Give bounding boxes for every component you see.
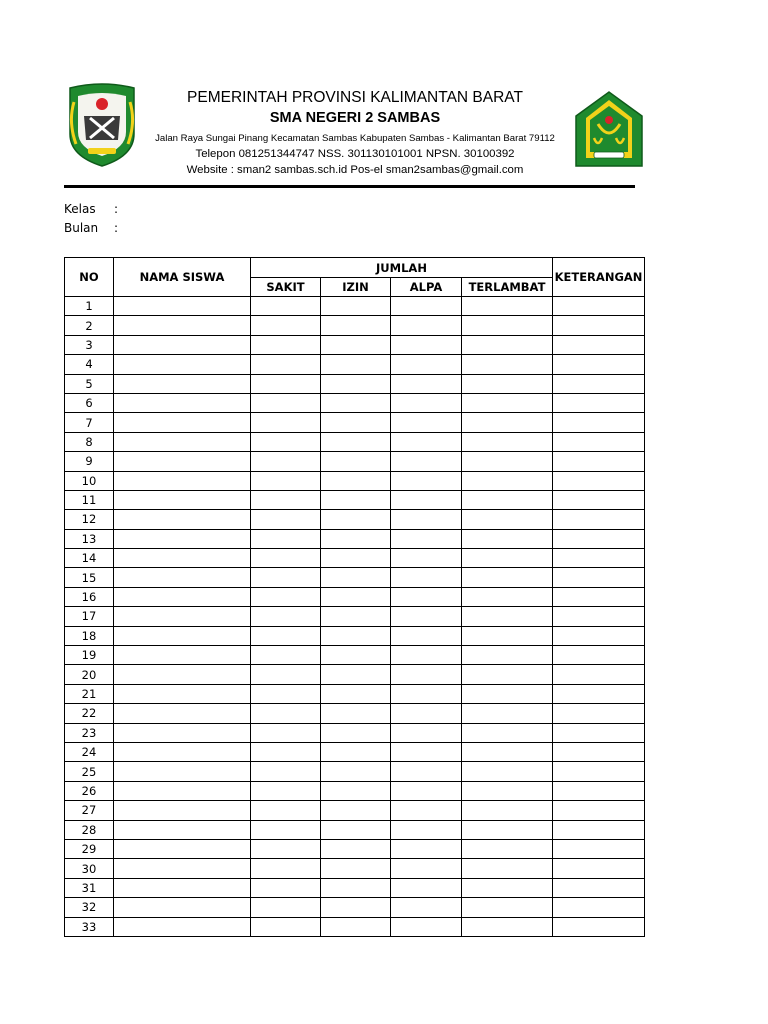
sakit-cell[interactable] bbox=[251, 820, 321, 839]
alpa-cell[interactable] bbox=[391, 742, 462, 761]
row-no-cell: 29 bbox=[65, 839, 114, 858]
terlambat-cell[interactable] bbox=[462, 781, 553, 800]
sakit-cell[interactable] bbox=[251, 704, 321, 723]
keterangan-cell[interactable] bbox=[553, 898, 645, 917]
terlambat-cell[interactable] bbox=[462, 801, 553, 820]
sakit-cell[interactable] bbox=[251, 723, 321, 742]
sakit-cell[interactable] bbox=[251, 801, 321, 820]
sakit-cell[interactable] bbox=[251, 529, 321, 548]
row-no-cell: 23 bbox=[65, 723, 114, 742]
table-row bbox=[65, 587, 645, 606]
sakit-cell[interactable] bbox=[251, 781, 321, 800]
table-row bbox=[65, 413, 645, 432]
row-no-cell: 19 bbox=[65, 646, 114, 665]
keterangan-cell[interactable] bbox=[553, 704, 645, 723]
table-row bbox=[65, 335, 645, 354]
keterangan-cell[interactable] bbox=[553, 297, 645, 316]
izin-cell[interactable] bbox=[321, 665, 391, 684]
nama-siswa-cell[interactable] bbox=[114, 529, 251, 548]
keterangan-cell[interactable] bbox=[553, 723, 645, 742]
sakit-cell[interactable] bbox=[251, 393, 321, 412]
alpa-cell[interactable] bbox=[391, 898, 462, 917]
row-no-cell: 14 bbox=[65, 549, 114, 568]
table-row bbox=[65, 762, 645, 781]
sakit-cell[interactable] bbox=[251, 452, 321, 471]
table-row bbox=[65, 510, 645, 529]
alpa-cell[interactable] bbox=[391, 452, 462, 471]
table-row bbox=[65, 490, 645, 509]
row-no-cell: 32 bbox=[65, 898, 114, 917]
keterangan-cell[interactable] bbox=[553, 587, 645, 606]
nama-siswa-cell[interactable] bbox=[114, 646, 251, 665]
izin-cell[interactable] bbox=[321, 820, 391, 839]
alpa-cell[interactable] bbox=[391, 568, 462, 587]
alpa-cell[interactable] bbox=[391, 510, 462, 529]
table-row bbox=[65, 452, 645, 471]
alpa-cell[interactable] bbox=[391, 820, 462, 839]
alpa-cell[interactable] bbox=[391, 529, 462, 548]
table-row bbox=[65, 374, 645, 393]
izin-cell[interactable] bbox=[321, 529, 391, 548]
header-no: NO bbox=[65, 258, 114, 297]
header-sakit: SAKIT bbox=[251, 278, 321, 297]
keterangan-cell[interactable] bbox=[553, 490, 645, 509]
table-row bbox=[65, 355, 645, 374]
nama-siswa-cell[interactable] bbox=[114, 568, 251, 587]
izin-cell[interactable] bbox=[321, 587, 391, 606]
terlambat-cell[interactable] bbox=[462, 490, 553, 509]
row-no-cell: 24 bbox=[65, 742, 114, 761]
izin-cell[interactable] bbox=[321, 917, 391, 936]
terlambat-cell[interactable] bbox=[462, 529, 553, 548]
keterangan-cell[interactable] bbox=[553, 393, 645, 412]
attendance-rows bbox=[65, 297, 645, 937]
alpa-cell[interactable] bbox=[391, 704, 462, 723]
izin-cell[interactable] bbox=[321, 413, 391, 432]
izin-cell[interactable] bbox=[321, 762, 391, 781]
row-no-cell: 21 bbox=[65, 684, 114, 703]
row-no-cell: 27 bbox=[65, 801, 114, 820]
nama-siswa-cell[interactable] bbox=[114, 762, 251, 781]
table-row bbox=[65, 723, 645, 742]
sakit-cell[interactable] bbox=[251, 646, 321, 665]
keterangan-cell[interactable] bbox=[553, 316, 645, 335]
table-row bbox=[65, 665, 645, 684]
row-no-cell: 22 bbox=[65, 704, 114, 723]
sakit-cell[interactable] bbox=[251, 355, 321, 374]
row-no-cell: 33 bbox=[65, 917, 114, 936]
kelas-colon: : bbox=[114, 202, 119, 216]
row-no-cell: 16 bbox=[65, 587, 114, 606]
nama-siswa-cell[interactable] bbox=[114, 723, 251, 742]
row-no-cell: 8 bbox=[65, 432, 114, 451]
nama-siswa-cell[interactable] bbox=[114, 297, 251, 316]
terlambat-cell[interactable] bbox=[462, 549, 553, 568]
sakit-cell[interactable] bbox=[251, 471, 321, 490]
alpa-cell[interactable] bbox=[391, 762, 462, 781]
header-divider bbox=[64, 185, 635, 188]
terlambat-cell[interactable] bbox=[462, 355, 553, 374]
table-row bbox=[65, 646, 645, 665]
sakit-cell[interactable] bbox=[251, 607, 321, 626]
bulan-label: Bulan bbox=[64, 221, 99, 235]
alpa-cell[interactable] bbox=[391, 297, 462, 316]
keterangan-cell[interactable] bbox=[553, 859, 645, 878]
table-row bbox=[65, 704, 645, 723]
terlambat-cell[interactable] bbox=[462, 723, 553, 742]
terlambat-cell[interactable] bbox=[462, 839, 553, 858]
table-row bbox=[65, 549, 645, 568]
school-phone: Telepon 081251344747 NSS. 301130101001 NPSN. 30100392 bbox=[195, 148, 515, 160]
sakit-cell[interactable] bbox=[251, 316, 321, 335]
terlambat-cell[interactable] bbox=[462, 297, 553, 316]
keterangan-cell[interactable] bbox=[553, 626, 645, 645]
alpa-cell[interactable] bbox=[391, 471, 462, 490]
keterangan-cell[interactable] bbox=[553, 568, 645, 587]
keterangan-cell[interactable] bbox=[553, 839, 645, 858]
terlambat-cell[interactable] bbox=[462, 898, 553, 917]
izin-cell[interactable] bbox=[321, 859, 391, 878]
table-row bbox=[65, 820, 645, 839]
izin-cell[interactable] bbox=[321, 393, 391, 412]
alpa-cell[interactable] bbox=[391, 878, 462, 897]
alpa-cell[interactable] bbox=[391, 781, 462, 800]
row-no-cell: 15 bbox=[65, 568, 114, 587]
izin-cell[interactable] bbox=[321, 297, 391, 316]
row-no-cell: 7 bbox=[65, 413, 114, 432]
nama-siswa-cell[interactable] bbox=[114, 898, 251, 917]
sakit-cell[interactable] bbox=[251, 898, 321, 917]
alpa-cell[interactable] bbox=[391, 393, 462, 412]
keterangan-cell[interactable] bbox=[553, 413, 645, 432]
alpa-cell[interactable] bbox=[391, 355, 462, 374]
header-nama-siswa: NAMA SISWA bbox=[114, 258, 251, 297]
sakit-cell[interactable] bbox=[251, 917, 321, 936]
izin-cell[interactable] bbox=[321, 801, 391, 820]
keterangan-cell[interactable] bbox=[553, 684, 645, 703]
alpa-cell[interactable] bbox=[391, 917, 462, 936]
table-row bbox=[65, 529, 645, 548]
sakit-cell[interactable] bbox=[251, 568, 321, 587]
row-no-cell: 18 bbox=[65, 626, 114, 645]
alpa-cell[interactable] bbox=[391, 859, 462, 878]
izin-cell[interactable] bbox=[321, 316, 391, 335]
izin-cell[interactable] bbox=[321, 432, 391, 451]
nama-siswa-cell[interactable] bbox=[114, 859, 251, 878]
terlambat-cell[interactable] bbox=[462, 471, 553, 490]
sakit-cell[interactable] bbox=[251, 374, 321, 393]
bulan-colon: : bbox=[114, 221, 119, 235]
izin-cell[interactable] bbox=[321, 355, 391, 374]
alpa-cell[interactable] bbox=[391, 626, 462, 645]
row-no-cell: 17 bbox=[65, 607, 114, 626]
nama-siswa-cell[interactable] bbox=[114, 452, 251, 471]
izin-cell[interactable] bbox=[321, 452, 391, 471]
table-row bbox=[65, 898, 645, 917]
alpa-cell[interactable] bbox=[391, 374, 462, 393]
row-no-cell: 30 bbox=[65, 859, 114, 878]
keterangan-cell[interactable] bbox=[553, 781, 645, 800]
terlambat-cell[interactable] bbox=[462, 626, 553, 645]
alpa-cell[interactable] bbox=[391, 335, 462, 354]
nama-siswa-cell[interactable] bbox=[114, 316, 251, 335]
nama-siswa-cell[interactable] bbox=[114, 490, 251, 509]
row-no-cell: 5 bbox=[65, 374, 114, 393]
sakit-cell[interactable] bbox=[251, 510, 321, 529]
sakit-cell[interactable] bbox=[251, 665, 321, 684]
sakit-cell[interactable] bbox=[251, 297, 321, 316]
terlambat-cell[interactable] bbox=[462, 607, 553, 626]
kelas-label: Kelas bbox=[64, 202, 96, 216]
sakit-cell[interactable] bbox=[251, 878, 321, 897]
keterangan-cell[interactable] bbox=[553, 917, 645, 936]
table-row bbox=[65, 859, 645, 878]
izin-cell[interactable] bbox=[321, 626, 391, 645]
row-no-cell: 10 bbox=[65, 471, 114, 490]
alpa-cell[interactable] bbox=[391, 413, 462, 432]
nama-siswa-cell[interactable] bbox=[114, 607, 251, 626]
alpa-cell[interactable] bbox=[391, 665, 462, 684]
school-address: Jalan Raya Sungai Pinang Kecamatan Sambas Kabupaten Sambas - Kalimantan Barat 79112 bbox=[155, 133, 555, 144]
terlambat-cell[interactable] bbox=[462, 335, 553, 354]
keterangan-cell[interactable] bbox=[553, 549, 645, 568]
header-terlambat: TERLAMBAT bbox=[462, 278, 553, 297]
izin-cell[interactable] bbox=[321, 839, 391, 858]
izin-cell[interactable] bbox=[321, 490, 391, 509]
table-row bbox=[65, 432, 645, 451]
izin-cell[interactable] bbox=[321, 510, 391, 529]
alpa-cell[interactable] bbox=[391, 646, 462, 665]
row-no-cell: 1 bbox=[65, 297, 114, 316]
nama-siswa-cell[interactable] bbox=[114, 626, 251, 645]
sakit-cell[interactable] bbox=[251, 762, 321, 781]
keterangan-cell[interactable] bbox=[553, 646, 645, 665]
nama-siswa-cell[interactable] bbox=[114, 471, 251, 490]
keterangan-cell[interactable] bbox=[553, 510, 645, 529]
izin-cell[interactable] bbox=[321, 704, 391, 723]
terlambat-cell[interactable] bbox=[462, 917, 553, 936]
row-no-cell: 25 bbox=[65, 762, 114, 781]
table-row bbox=[65, 607, 645, 626]
row-no-cell: 9 bbox=[65, 452, 114, 471]
alpa-cell[interactable] bbox=[391, 684, 462, 703]
table-row bbox=[65, 839, 645, 858]
keterangan-cell[interactable] bbox=[553, 607, 645, 626]
row-no-cell: 20 bbox=[65, 665, 114, 684]
table-row bbox=[65, 684, 645, 703]
izin-cell[interactable] bbox=[321, 568, 391, 587]
table-row bbox=[65, 568, 645, 587]
terlambat-cell[interactable] bbox=[462, 820, 553, 839]
izin-cell[interactable] bbox=[321, 646, 391, 665]
sakit-cell[interactable] bbox=[251, 587, 321, 606]
sakit-cell[interactable] bbox=[251, 684, 321, 703]
alpa-cell[interactable] bbox=[391, 607, 462, 626]
terlambat-cell[interactable] bbox=[462, 413, 553, 432]
keterangan-cell[interactable] bbox=[553, 529, 645, 548]
terlambat-cell[interactable] bbox=[462, 316, 553, 335]
nama-siswa-cell[interactable] bbox=[114, 510, 251, 529]
izin-cell[interactable] bbox=[321, 742, 391, 761]
nama-siswa-cell[interactable] bbox=[114, 549, 251, 568]
terlambat-cell[interactable] bbox=[462, 393, 553, 412]
terlambat-cell[interactable] bbox=[462, 684, 553, 703]
nama-siswa-cell[interactable] bbox=[114, 393, 251, 412]
keterangan-cell[interactable] bbox=[553, 335, 645, 354]
row-no-cell: 6 bbox=[65, 393, 114, 412]
alpa-cell[interactable] bbox=[391, 316, 462, 335]
header-keterangan: KETERANGAN bbox=[553, 258, 645, 297]
row-no-cell: 31 bbox=[65, 878, 114, 897]
nama-siswa-cell[interactable] bbox=[114, 432, 251, 451]
row-no-cell: 28 bbox=[65, 820, 114, 839]
keterangan-cell[interactable] bbox=[553, 452, 645, 471]
nama-siswa-cell[interactable] bbox=[114, 917, 251, 936]
nama-siswa-cell[interactable] bbox=[114, 684, 251, 703]
terlambat-cell[interactable] bbox=[462, 374, 553, 393]
table-row bbox=[65, 471, 645, 490]
izin-cell[interactable] bbox=[321, 549, 391, 568]
table-row bbox=[65, 316, 645, 335]
alpa-cell[interactable] bbox=[391, 801, 462, 820]
table-row bbox=[65, 878, 645, 897]
nama-siswa-cell[interactable] bbox=[114, 704, 251, 723]
table-row bbox=[65, 917, 645, 936]
terlambat-cell[interactable] bbox=[462, 587, 553, 606]
sakit-cell[interactable] bbox=[251, 335, 321, 354]
terlambat-cell[interactable] bbox=[462, 665, 553, 684]
table-row bbox=[65, 297, 645, 316]
table-row bbox=[65, 393, 645, 412]
row-no-cell: 26 bbox=[65, 781, 114, 800]
keterangan-cell[interactable] bbox=[553, 471, 645, 490]
nama-siswa-cell[interactable] bbox=[114, 820, 251, 839]
alpa-cell[interactable] bbox=[391, 432, 462, 451]
izin-cell[interactable] bbox=[321, 471, 391, 490]
alpa-cell[interactable] bbox=[391, 549, 462, 568]
nama-siswa-cell[interactable] bbox=[114, 839, 251, 858]
terlambat-cell[interactable] bbox=[462, 510, 553, 529]
terlambat-cell[interactable] bbox=[462, 646, 553, 665]
table-row bbox=[65, 626, 645, 645]
izin-cell[interactable] bbox=[321, 684, 391, 703]
sakit-cell[interactable] bbox=[251, 413, 321, 432]
terlambat-cell[interactable] bbox=[462, 742, 553, 761]
terlambat-cell[interactable] bbox=[462, 704, 553, 723]
alpa-cell[interactable] bbox=[391, 839, 462, 858]
terlambat-cell[interactable] bbox=[462, 762, 553, 781]
header-jumlah: JUMLAH bbox=[251, 258, 553, 278]
nama-siswa-cell[interactable] bbox=[114, 374, 251, 393]
nama-siswa-cell[interactable] bbox=[114, 781, 251, 800]
row-no-cell: 12 bbox=[65, 510, 114, 529]
keterangan-cell[interactable] bbox=[553, 801, 645, 820]
sakit-cell[interactable] bbox=[251, 626, 321, 645]
sakit-cell[interactable] bbox=[251, 839, 321, 858]
table-row bbox=[65, 781, 645, 800]
keterangan-cell[interactable] bbox=[553, 355, 645, 374]
sakit-cell[interactable] bbox=[251, 549, 321, 568]
terlambat-cell[interactable] bbox=[462, 432, 553, 451]
province-emblem-logo bbox=[66, 82, 138, 168]
keterangan-cell[interactable] bbox=[553, 762, 645, 781]
nama-siswa-cell[interactable] bbox=[114, 355, 251, 374]
izin-cell[interactable] bbox=[321, 374, 391, 393]
keterangan-cell[interactable] bbox=[553, 820, 645, 839]
nama-siswa-cell[interactable] bbox=[114, 742, 251, 761]
izin-cell[interactable] bbox=[321, 335, 391, 354]
row-no-cell: 13 bbox=[65, 529, 114, 548]
izin-cell[interactable] bbox=[321, 723, 391, 742]
alpa-cell[interactable] bbox=[391, 490, 462, 509]
terlambat-cell[interactable] bbox=[462, 568, 553, 587]
terlambat-cell[interactable] bbox=[462, 859, 553, 878]
keterangan-cell[interactable] bbox=[553, 742, 645, 761]
header-izin: IZIN bbox=[321, 278, 391, 297]
nama-siswa-cell[interactable] bbox=[114, 801, 251, 820]
school-name: SMA NEGERI 2 SAMBAS bbox=[269, 110, 441, 126]
nama-siswa-cell[interactable] bbox=[114, 413, 251, 432]
nama-siswa-cell[interactable] bbox=[114, 335, 251, 354]
table-row bbox=[65, 801, 645, 820]
alpa-cell[interactable] bbox=[391, 587, 462, 606]
row-no-cell: 3 bbox=[65, 335, 114, 354]
government-heading: PEMERINTAH PROVINSI KALIMANTAN BARAT bbox=[187, 89, 523, 106]
row-no-cell: 2 bbox=[65, 316, 114, 335]
keterangan-cell[interactable] bbox=[553, 665, 645, 684]
terlambat-cell[interactable] bbox=[462, 878, 553, 897]
alpa-cell[interactable] bbox=[391, 723, 462, 742]
school-website: Website : sman2 sambas.sch.id Pos-el sman2sambas@gmail.com bbox=[186, 164, 524, 176]
nama-siswa-cell[interactable] bbox=[114, 587, 251, 606]
izin-cell[interactable] bbox=[321, 898, 391, 917]
sakit-cell[interactable] bbox=[251, 490, 321, 509]
izin-cell[interactable] bbox=[321, 878, 391, 897]
row-no-cell: 4 bbox=[65, 355, 114, 374]
keterangan-cell[interactable] bbox=[553, 432, 645, 451]
sakit-cell[interactable] bbox=[251, 432, 321, 451]
keterangan-cell[interactable] bbox=[553, 878, 645, 897]
izin-cell[interactable] bbox=[321, 607, 391, 626]
header-alpa: ALPA bbox=[391, 278, 462, 297]
sakit-cell[interactable] bbox=[251, 742, 321, 761]
nama-siswa-cell[interactable] bbox=[114, 878, 251, 897]
table-row bbox=[65, 742, 645, 761]
attendance-table bbox=[64, 257, 645, 937]
terlambat-cell[interactable] bbox=[462, 452, 553, 471]
row-no-cell: 11 bbox=[65, 490, 114, 509]
nama-siswa-cell[interactable] bbox=[114, 665, 251, 684]
sakit-cell[interactable] bbox=[251, 859, 321, 878]
keterangan-cell[interactable] bbox=[553, 374, 645, 393]
regency-emblem-logo bbox=[572, 90, 646, 168]
izin-cell[interactable] bbox=[321, 781, 391, 800]
